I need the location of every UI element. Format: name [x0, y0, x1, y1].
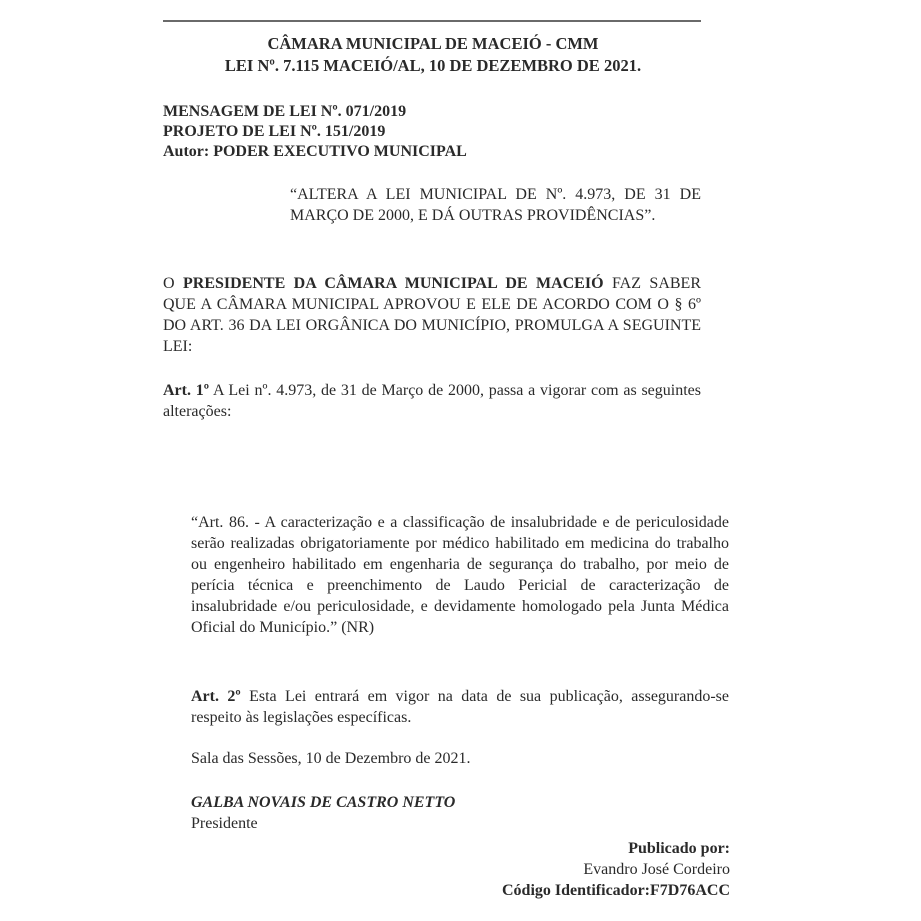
message-number: MENSAGEM DE LEI Nº. 071/2019 [163, 103, 407, 120]
promulgation-prefix: O [163, 275, 183, 292]
article-2 [191, 686, 729, 728]
document-header [163, 33, 703, 77]
law-title: LEI Nº. 7.115 MACEIÓ/AL, 10 DE DEZEMBRO DE 2021. [224, 56, 642, 75]
article-1-label: Art. 1º [163, 382, 210, 399]
identifier-code: Código Identificador:F7D76ACC [502, 882, 730, 899]
article-2-label: Art. 2º [191, 688, 241, 705]
author: Autor: PODER EXECUTIVO MUNICIPAL [163, 143, 467, 160]
signature-block [191, 792, 591, 834]
project-number: PROJETO DE LEI Nº. 151/2019 [163, 123, 386, 140]
message-block [163, 102, 703, 162]
ementa: “ALTERA A LEI MUNICIPAL DE Nº. 4.973, DE 31 DE MARÇO DE 2000, E DÁ OUTRAS PROVIDÊNCIAS”. [290, 186, 701, 224]
article-1-text: A Lei nº. 4.973, de 31 de Março de 2000, passa a vigorar com as seguintes alterações: [163, 382, 702, 420]
promulgation-text: FAZ SABER QUE A CÂMARA MUNICIPAL APROVOU E ELE DE ACORDO COM O § 6º DO ART. 36 DA LEI ORGÂNICA DO MUNICÍPIO, PROMULGA A SEGUINTE LEI: [163, 275, 701, 355]
article-86-quote: “Art. 86. - A caracterização e a classificação de insalubridade e de periculosidade serão realizadas obrigatoriamente por médico habilitado em medicina do trabalho ou engenheiro habilitado em engenharia de segurança do trabalho, por meio de perícia técnica e preenchimento de Laudo Pericial de caracterização de insalubridade e/ou periculosidade, e devidamente homologado pela Junta Médica Oficial do Município.” (NR) [191, 514, 729, 636]
signer-name: GALBA NOVAIS DE CASTRO NETTO [191, 794, 456, 811]
published-by-label: Publicado por: [628, 840, 730, 857]
chamber-name: CÂMARA MUNICIPAL DE MACEIÓ - CMM [267, 34, 599, 53]
publisher-name: Evandro José Cordeiro [583, 861, 730, 878]
signer-role: Presidente [191, 815, 258, 832]
top-divider [163, 20, 701, 22]
article-1 [163, 380, 701, 422]
publication-block [370, 838, 730, 901]
promulgation-president: PRESIDENTE DA CÂMARA MUNICIPAL DE MACEIÓ [182, 275, 604, 292]
article-2-text: Esta Lei entrará em vigor na data de sua publicação, assegurando-se respeito às legislações específicas. [191, 688, 730, 726]
promulgation-paragraph [163, 273, 701, 357]
session-date: Sala das Sessões, 10 de Dezembro de 2021. [191, 750, 471, 767]
